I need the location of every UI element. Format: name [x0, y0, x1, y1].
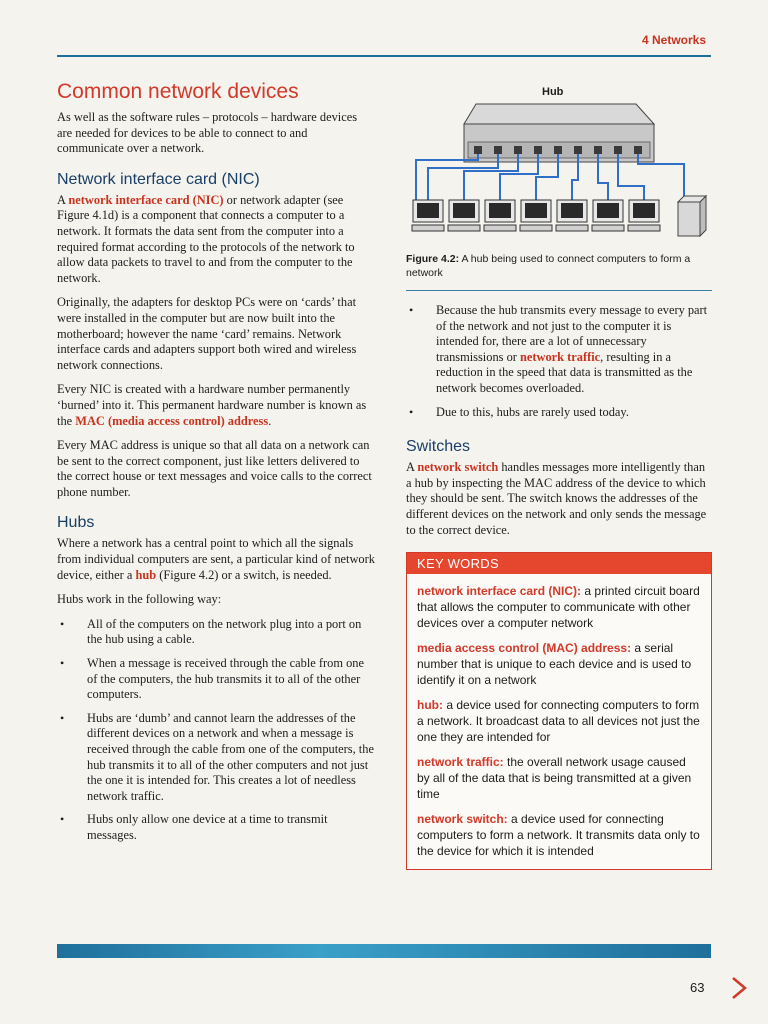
list-item: • Due to this, hubs are rarely used today. — [406, 405, 712, 421]
monitor-screen — [597, 203, 619, 218]
hub-port — [474, 146, 482, 154]
monitor-screen — [489, 203, 511, 218]
nic-paragraph-2: Originally, the adapters for desktop PCs were on ‘cards’ that were installed in the computer but are now built into the motherboard; however the name ‘card’ remains. Network interface cards and adapters support both wired and wireless network connections. — [57, 295, 357, 372]
keyword-definition: network traffic: the overall network usage caused by all of the data that is being transmitted at a given time — [417, 755, 692, 802]
computer-keyboard — [520, 225, 552, 231]
list-item: • When a message is received through the cable from one of the computers, the hub transmits it to all of the other computers. — [57, 656, 375, 703]
hub-port — [594, 146, 602, 154]
computers — [412, 200, 660, 231]
keyword-definition: network interface card (NIC): a printed circuit board that allows the computer to communicate with other devices over a computer network — [417, 584, 700, 631]
hubs-paragraph-1: Where a network has a central point to which all the signals from individual computers are sent, a particular kind of network device, either a hub (Figure 4.2) or a switch, is needed. — [57, 536, 375, 582]
page-number: 63 — [690, 980, 705, 995]
key-words-title: KEY WORDS — [407, 553, 711, 574]
switches-heading: Switches — [406, 438, 471, 456]
hubs-paragraph-2: Hubs work in the following way: — [57, 592, 222, 607]
monitor-screen — [633, 203, 655, 218]
keyword-mac: MAC (media access control) address — [75, 413, 269, 428]
chapter-label: 4 Networks — [641, 33, 706, 47]
keyword-network-traffic: network traffic — [519, 349, 601, 364]
computer-keyboard — [556, 225, 588, 231]
computer-keyboard — [628, 225, 660, 231]
main-heading: Common network devices — [57, 80, 299, 103]
right-column — [406, 80, 712, 870]
tower-side — [700, 196, 706, 236]
hub-label: Hub — [542, 86, 564, 98]
hubs-heading: Hubs — [57, 514, 95, 532]
nic-paragraph-1: A network interface card (NIC) or network adapter (see Figure 4.1d) is a component that connects a computer to a network. It formats the data sent from the computer into a required format according to the protocols of the network to allow data packets to travel to and from the computer to the network. — [57, 192, 355, 285]
header-rule — [57, 55, 711, 57]
caption-rule — [406, 290, 712, 291]
hub-port — [514, 146, 522, 154]
hub-top — [464, 104, 654, 124]
hub-drawbacks-list — [406, 303, 712, 420]
keyword-definition: media access control (MAC) address: a serial number that is unique to each device and is used to identify it on a network — [417, 641, 692, 688]
hub-ports — [474, 146, 642, 154]
hub-diagram — [406, 84, 712, 244]
hub-port — [634, 146, 642, 154]
monitor-screen — [525, 203, 547, 218]
monitor-screen — [453, 203, 475, 218]
keyword-nic: network interface card (NIC) — [68, 192, 224, 207]
monitor-screen — [561, 203, 583, 218]
hub-port — [494, 146, 502, 154]
hub-port — [534, 146, 542, 154]
keyword-definition: hub: a device used for connecting computers to form a network. It broadcast data to all devices not just the one they are intended for — [417, 698, 700, 745]
left-column — [57, 80, 375, 852]
network-cable — [416, 154, 478, 200]
key-words-box — [406, 552, 712, 870]
monitor-screen — [417, 203, 439, 218]
list-item: • Hubs only allow one device at a time to transmit messages. — [57, 812, 375, 843]
hubs-bullet-list — [57, 617, 375, 844]
footer-band — [57, 944, 711, 958]
figure-caption: Figure 4.2: A hub being used to connect computers to form a network — [406, 253, 691, 279]
keyword-definition: network switch: a device used for connecting computers to form a network. It transmits data only to the device for which it is intended — [417, 812, 700, 859]
list-item: • Because the hub transmits every message to every part of the network and not just to the computer it is intended for, there are a lot of unnecessary transmissions or network traffic, resulting in a reduction in the speed that data is transmitted as the network becomes overloaded. — [406, 303, 712, 397]
computer-keyboard — [484, 225, 516, 231]
list-item: • Hubs are ‘dumb’ and cannot learn the addresses of the different devices on a network and when a message is received through the cable from one of the computers, the hub transmits it to all of the other computers and not just the one it is intended for. This creates a lot of needless network traffic. — [57, 711, 375, 805]
computer-keyboard — [592, 225, 624, 231]
switches-paragraph: A network switch handles messages more intelligently than a hub by inspecting the MAC address of the device to which they should be sent. The switch knows the addresses of the different devices on the network and only sends the message to the correct device. — [406, 460, 707, 537]
intro-paragraph: As well as the software rules – protocols – hardware devices are needed for devices to be able to connect to and communicate over a network. — [57, 110, 358, 156]
keyword-hub: hub — [135, 567, 157, 582]
hub-port — [574, 146, 582, 154]
nic-paragraph-4: Every MAC address is unique so that all data on a network can be sent to the correct component, just like letters delivered to the correct house or text messages and voice calls to the correct phone number. — [57, 438, 372, 499]
next-page-chevron-icon[interactable] — [728, 975, 750, 1001]
keyword-network-switch: network switch — [417, 460, 499, 475]
hub-figure — [406, 84, 712, 244]
computer-tower — [678, 202, 700, 236]
nic-heading: Network interface card (NIC) — [57, 170, 260, 188]
hub-port — [554, 146, 562, 154]
nic-paragraph-3: Every NIC is created with a hardware number permanently ‘burned’ into it. This permanent hardware number is known as the MAC (media access control) address. — [57, 382, 367, 428]
hub-port — [614, 146, 622, 154]
list-item: • All of the computers on the network plug into a port on the hub using a cable. — [57, 617, 375, 648]
computer-keyboard — [412, 225, 444, 231]
computer-keyboard — [448, 225, 480, 231]
